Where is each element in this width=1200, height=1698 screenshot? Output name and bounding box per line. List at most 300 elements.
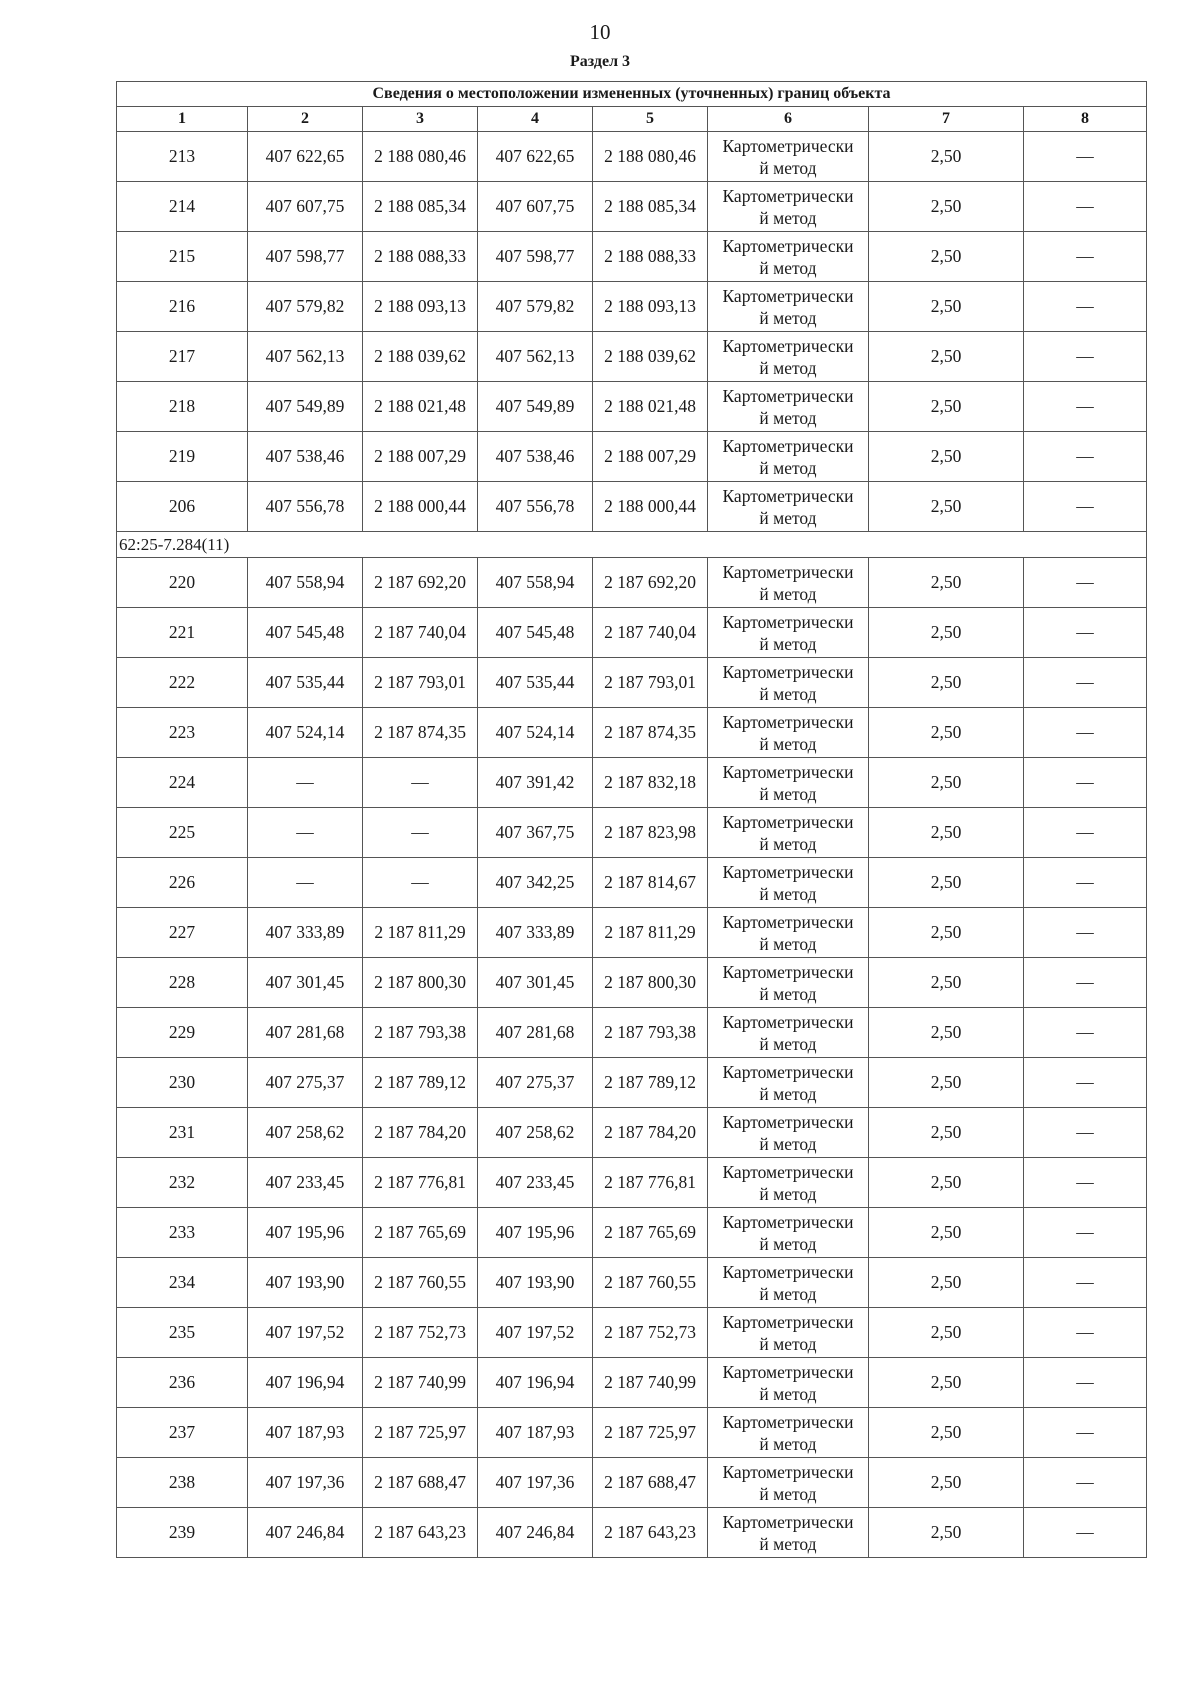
point-number-cell: 219 xyxy=(117,432,248,482)
method-cell xyxy=(708,1458,869,1508)
column-header: 7 xyxy=(869,107,1024,132)
point-number-cell: 231 xyxy=(117,1108,248,1158)
old-y-cell: 2 187 874,35 xyxy=(363,708,478,758)
column-header: 3 xyxy=(363,107,478,132)
method-text-line2: й метод xyxy=(759,507,817,528)
table-row xyxy=(117,382,1147,432)
description-cell: — xyxy=(1024,1108,1147,1158)
table-row xyxy=(117,1158,1147,1208)
table-row xyxy=(117,1408,1147,1458)
parcel-group-label: 62:25-7.284(11) xyxy=(117,532,1147,558)
point-number-cell: 232 xyxy=(117,1158,248,1208)
new-x-cell: 407 196,94 xyxy=(478,1358,593,1408)
description-cell: — xyxy=(1024,1208,1147,1258)
method-text-line2: й метод xyxy=(759,307,817,328)
accuracy-cell: 2,50 xyxy=(869,708,1024,758)
old-y-cell: — xyxy=(363,808,478,858)
table-row xyxy=(117,332,1147,382)
column-header: 4 xyxy=(478,107,593,132)
method-cell xyxy=(708,132,869,182)
old-x-cell: 407 275,37 xyxy=(248,1058,363,1108)
new-y-cell: 2 188 085,34 xyxy=(593,182,708,232)
page-number: 10 xyxy=(589,20,611,44)
method-cell xyxy=(708,808,869,858)
old-x-cell: 407 558,94 xyxy=(248,558,363,608)
table-row xyxy=(117,1458,1147,1508)
new-y-cell: 2 187 832,18 xyxy=(593,758,708,808)
new-x-cell: 407 538,46 xyxy=(478,432,593,482)
accuracy-cell: 2,50 xyxy=(869,1058,1024,1108)
point-number-cell: 234 xyxy=(117,1258,248,1308)
accuracy-cell: 2,50 xyxy=(869,758,1024,808)
method-text-line2: й метод xyxy=(759,783,817,804)
table-row xyxy=(117,908,1147,958)
accuracy-cell: 2,50 xyxy=(869,282,1024,332)
accuracy-cell: 2,50 xyxy=(869,1008,1024,1058)
new-y-cell: 2 187 784,20 xyxy=(593,1108,708,1158)
old-x-cell: 407 538,46 xyxy=(248,432,363,482)
method-cell xyxy=(708,282,869,332)
method-cell xyxy=(708,1208,869,1258)
point-number-cell: 236 xyxy=(117,1358,248,1408)
old-x-cell: 407 549,89 xyxy=(248,382,363,432)
accuracy-cell: 2,50 xyxy=(869,958,1024,1008)
old-x-cell: 407 622,65 xyxy=(248,132,363,182)
method-cell xyxy=(708,1008,869,1058)
table-row xyxy=(117,432,1147,482)
old-x-cell: 407 258,62 xyxy=(248,1108,363,1158)
description-cell: — xyxy=(1024,482,1147,532)
method-cell xyxy=(708,332,869,382)
old-y-cell: 2 188 007,29 xyxy=(363,432,478,482)
accuracy-cell: 2,50 xyxy=(869,608,1024,658)
new-x-cell: 407 281,68 xyxy=(478,1008,593,1058)
table-row xyxy=(117,482,1147,532)
description-cell: — xyxy=(1024,958,1147,1008)
accuracy-cell: 2,50 xyxy=(869,332,1024,382)
method-cell xyxy=(708,1308,869,1358)
point-number-cell: 238 xyxy=(117,1458,248,1508)
old-x-cell: 407 197,52 xyxy=(248,1308,363,1358)
accuracy-cell: 2,50 xyxy=(869,1208,1024,1258)
new-y-cell: 2 187 760,55 xyxy=(593,1258,708,1308)
new-x-cell: 407 556,78 xyxy=(478,482,593,532)
method-cell xyxy=(708,182,869,232)
accuracy-cell: 2,50 xyxy=(869,1458,1024,1508)
method-cell xyxy=(708,482,869,532)
table-row xyxy=(117,858,1147,908)
old-y-cell: 2 187 811,29 xyxy=(363,908,478,958)
method-text-line1: Картометрически xyxy=(722,1411,854,1432)
method-text-line1: Картометрически xyxy=(722,1461,854,1482)
new-y-cell: 2 188 080,46 xyxy=(593,132,708,182)
point-number-cell: 213 xyxy=(117,132,248,182)
method-cell xyxy=(708,558,869,608)
method-cell xyxy=(708,608,869,658)
method-text-line2: й метод xyxy=(759,1083,817,1104)
method-cell xyxy=(708,1408,869,1458)
table-row xyxy=(117,958,1147,1008)
method-text-line2: й метод xyxy=(759,1233,817,1254)
old-y-cell: 2 188 039,62 xyxy=(363,332,478,382)
old-y-cell: 2 188 080,46 xyxy=(363,132,478,182)
new-y-cell: 2 187 776,81 xyxy=(593,1158,708,1208)
new-y-cell: 2 187 874,35 xyxy=(593,708,708,758)
method-text-line2: й метод xyxy=(759,1383,817,1404)
method-text-line1: Картометрически xyxy=(722,1161,854,1182)
new-x-cell: 407 549,89 xyxy=(478,382,593,432)
column-header: 2 xyxy=(248,107,363,132)
table-row xyxy=(117,1258,1147,1308)
new-x-cell: 407 275,37 xyxy=(478,1058,593,1108)
old-x-cell: 407 187,93 xyxy=(248,1408,363,1458)
new-y-cell: 2 188 021,48 xyxy=(593,382,708,432)
column-header: 6 xyxy=(708,107,869,132)
description-cell: — xyxy=(1024,558,1147,608)
point-number-cell: 222 xyxy=(117,658,248,708)
table-row xyxy=(117,1008,1147,1058)
description-cell: — xyxy=(1024,1308,1147,1358)
point-number-cell: 216 xyxy=(117,282,248,332)
method-text-line1: Картометрически xyxy=(722,485,854,506)
old-y-cell: 2 187 688,47 xyxy=(363,1458,478,1508)
table-row xyxy=(117,1208,1147,1258)
old-y-cell: 2 187 765,69 xyxy=(363,1208,478,1258)
method-text-line2: й метод xyxy=(759,407,817,428)
table-row xyxy=(117,558,1147,608)
method-text-line1: Картометрически xyxy=(722,961,854,982)
method-text-line2: й метод xyxy=(759,1183,817,1204)
old-y-cell: 2 187 793,38 xyxy=(363,1008,478,1058)
point-number-cell: 229 xyxy=(117,1008,248,1058)
table-row xyxy=(117,658,1147,708)
table-row xyxy=(117,1108,1147,1158)
old-y-cell: 2 187 752,73 xyxy=(363,1308,478,1358)
description-cell: — xyxy=(1024,432,1147,482)
old-y-cell: 2 188 085,34 xyxy=(363,182,478,232)
description-cell: — xyxy=(1024,182,1147,232)
point-number-cell: 227 xyxy=(117,908,248,958)
table-row xyxy=(117,608,1147,658)
old-y-cell: 2 187 793,01 xyxy=(363,658,478,708)
method-text-line1: Картометрически xyxy=(722,285,854,306)
new-x-cell: 407 233,45 xyxy=(478,1158,593,1208)
accuracy-cell: 2,50 xyxy=(869,558,1024,608)
new-x-cell: 407 197,52 xyxy=(478,1308,593,1358)
new-y-cell: 2 187 800,30 xyxy=(593,958,708,1008)
description-cell: — xyxy=(1024,1458,1147,1508)
method-text-line2: й метод xyxy=(759,1333,817,1354)
method-text-line1: Картометрически xyxy=(722,1111,854,1132)
table-caption-row xyxy=(117,82,1147,107)
old-y-cell: 2 187 692,20 xyxy=(363,558,478,608)
description-cell: — xyxy=(1024,908,1147,958)
point-number-cell: 230 xyxy=(117,1058,248,1108)
method-text-line1: Картометрически xyxy=(722,611,854,632)
old-x-cell: 407 607,75 xyxy=(248,182,363,232)
old-x-cell: 407 524,14 xyxy=(248,708,363,758)
method-text-line2: й метод xyxy=(759,1133,817,1154)
new-x-cell: 407 342,25 xyxy=(478,858,593,908)
method-text-line2: й метод xyxy=(759,583,817,604)
method-cell xyxy=(708,1058,869,1108)
table-row xyxy=(117,232,1147,282)
new-x-cell: 407 195,96 xyxy=(478,1208,593,1258)
point-number-cell: 218 xyxy=(117,382,248,432)
new-x-cell: 407 545,48 xyxy=(478,608,593,658)
accuracy-cell: 2,50 xyxy=(869,1108,1024,1158)
old-y-cell: 2 187 789,12 xyxy=(363,1058,478,1108)
method-text-line2: й метод xyxy=(759,157,817,178)
point-number-cell: 224 xyxy=(117,758,248,808)
old-x-cell: 407 579,82 xyxy=(248,282,363,332)
accuracy-cell: 2,50 xyxy=(869,232,1024,282)
new-x-cell: 407 535,44 xyxy=(478,658,593,708)
new-y-cell: 2 187 688,47 xyxy=(593,1458,708,1508)
new-x-cell: 407 391,42 xyxy=(478,758,593,808)
table-row xyxy=(117,1358,1147,1408)
new-y-cell: 2 187 643,23 xyxy=(593,1508,708,1558)
old-y-cell: 2 188 093,13 xyxy=(363,282,478,332)
method-text-line1: Картометрически xyxy=(722,435,854,456)
accuracy-cell: 2,50 xyxy=(869,1358,1024,1408)
point-number-cell: 217 xyxy=(117,332,248,382)
method-cell xyxy=(708,858,869,908)
table-row xyxy=(117,182,1147,232)
table-row xyxy=(117,808,1147,858)
method-cell xyxy=(708,1108,869,1158)
accuracy-cell: 2,50 xyxy=(869,658,1024,708)
point-number-cell: 228 xyxy=(117,958,248,1008)
accuracy-cell: 2,50 xyxy=(869,1258,1024,1308)
old-x-cell: 407 301,45 xyxy=(248,958,363,1008)
new-y-cell: 2 188 039,62 xyxy=(593,332,708,382)
method-text-line2: й метод xyxy=(759,983,817,1004)
accuracy-cell: 2,50 xyxy=(869,382,1024,432)
accuracy-cell: 2,50 xyxy=(869,1308,1024,1358)
new-x-cell: 407 258,62 xyxy=(478,1108,593,1158)
old-x-cell: 407 281,68 xyxy=(248,1008,363,1058)
method-text-line2: й метод xyxy=(759,207,817,228)
new-y-cell: 2 187 793,38 xyxy=(593,1008,708,1058)
old-x-cell: 407 535,44 xyxy=(248,658,363,708)
old-x-cell: 407 562,13 xyxy=(248,332,363,382)
new-x-cell: 407 558,94 xyxy=(478,558,593,608)
method-text-line2: й метод xyxy=(759,1033,817,1054)
new-x-cell: 407 607,75 xyxy=(478,182,593,232)
column-header: 5 xyxy=(593,107,708,132)
method-text-line1: Картометрически xyxy=(722,1061,854,1082)
table-row xyxy=(117,1308,1147,1358)
boundary-coordinates-table xyxy=(116,81,1147,1558)
method-text-line1: Картометрически xyxy=(722,135,854,156)
new-x-cell: 407 598,77 xyxy=(478,232,593,282)
method-text-line1: Картометрически xyxy=(722,911,854,932)
new-y-cell: 2 187 793,01 xyxy=(593,658,708,708)
old-y-cell: 2 187 643,23 xyxy=(363,1508,478,1558)
new-y-cell: 2 187 765,69 xyxy=(593,1208,708,1258)
new-x-cell: 407 187,93 xyxy=(478,1408,593,1458)
method-text-line2: й метод xyxy=(759,457,817,478)
old-y-cell: 2 187 740,04 xyxy=(363,608,478,658)
new-y-cell: 2 187 692,20 xyxy=(593,558,708,608)
old-x-cell: — xyxy=(248,758,363,808)
new-y-cell: 2 187 811,29 xyxy=(593,908,708,958)
method-text-line1: Картометрически xyxy=(722,1511,854,1532)
point-number-cell: 233 xyxy=(117,1208,248,1258)
method-cell xyxy=(708,658,869,708)
point-number-cell: 226 xyxy=(117,858,248,908)
accuracy-cell: 2,50 xyxy=(869,132,1024,182)
description-cell: — xyxy=(1024,232,1147,282)
new-y-cell: 2 188 000,44 xyxy=(593,482,708,532)
accuracy-cell: 2,50 xyxy=(869,1408,1024,1458)
description-cell: — xyxy=(1024,858,1147,908)
method-text-line1: Картометрически xyxy=(722,1311,854,1332)
method-text-line2: й метод xyxy=(759,1283,817,1304)
method-cell xyxy=(708,758,869,808)
method-text-line1: Картометрически xyxy=(722,761,854,782)
method-text-line1: Картометрически xyxy=(722,1361,854,1382)
method-text-line1: Картометрически xyxy=(722,1261,854,1282)
method-cell xyxy=(708,1508,869,1558)
old-x-cell: 407 197,36 xyxy=(248,1458,363,1508)
method-cell xyxy=(708,1158,869,1208)
new-y-cell: 2 187 725,97 xyxy=(593,1408,708,1458)
method-text-line2: й метод xyxy=(759,1433,817,1454)
old-x-cell: 407 195,96 xyxy=(248,1208,363,1258)
old-x-cell: 407 196,94 xyxy=(248,1358,363,1408)
method-cell xyxy=(708,382,869,432)
new-y-cell: 2 187 823,98 xyxy=(593,808,708,858)
table-row xyxy=(117,758,1147,808)
new-y-cell: 2 188 093,13 xyxy=(593,282,708,332)
method-cell xyxy=(708,232,869,282)
accuracy-cell: 2,50 xyxy=(869,182,1024,232)
new-y-cell: 2 188 088,33 xyxy=(593,232,708,282)
description-cell: — xyxy=(1024,808,1147,858)
description-cell: — xyxy=(1024,1258,1147,1308)
description-cell: — xyxy=(1024,608,1147,658)
point-number-cell: 221 xyxy=(117,608,248,658)
description-cell: — xyxy=(1024,382,1147,432)
method-cell xyxy=(708,1258,869,1308)
method-cell xyxy=(708,958,869,1008)
description-cell: — xyxy=(1024,1508,1147,1558)
old-y-cell: 2 187 784,20 xyxy=(363,1108,478,1158)
new-x-cell: 407 301,45 xyxy=(478,958,593,1008)
method-text-line2: й метод xyxy=(759,733,817,754)
old-x-cell: 407 193,90 xyxy=(248,1258,363,1308)
accuracy-cell: 2,50 xyxy=(869,808,1024,858)
old-y-cell: 2 187 800,30 xyxy=(363,958,478,1008)
method-text-line2: й метод xyxy=(759,933,817,954)
new-x-cell: 407 193,90 xyxy=(478,1258,593,1308)
column-header: 1 xyxy=(117,107,248,132)
description-cell: — xyxy=(1024,1358,1147,1408)
point-number-cell: 225 xyxy=(117,808,248,858)
point-number-cell: 239 xyxy=(117,1508,248,1558)
old-x-cell: 407 246,84 xyxy=(248,1508,363,1558)
column-header: 8 xyxy=(1024,107,1147,132)
section-title: Раздел 3 xyxy=(569,53,631,70)
new-x-cell: 407 579,82 xyxy=(478,282,593,332)
accuracy-cell: 2,50 xyxy=(869,1508,1024,1558)
old-y-cell: 2 187 725,97 xyxy=(363,1408,478,1458)
table-row xyxy=(117,1058,1147,1108)
table-header-row xyxy=(117,107,1147,132)
method-text-line1: Картометрически xyxy=(722,661,854,682)
new-x-cell: 407 524,14 xyxy=(478,708,593,758)
table-row xyxy=(117,282,1147,332)
old-y-cell: 2 187 740,99 xyxy=(363,1358,478,1408)
new-x-cell: 407 622,65 xyxy=(478,132,593,182)
method-text-line1: Картометрически xyxy=(722,235,854,256)
old-x-cell: — xyxy=(248,858,363,908)
description-cell: — xyxy=(1024,1058,1147,1108)
new-x-cell: 407 333,89 xyxy=(478,908,593,958)
method-text-line1: Картометрически xyxy=(722,185,854,206)
method-text-line1: Картометрически xyxy=(722,1011,854,1032)
point-number-cell: 215 xyxy=(117,232,248,282)
old-y-cell: 2 187 776,81 xyxy=(363,1158,478,1208)
method-text-line2: й метод xyxy=(759,633,817,654)
accuracy-cell: 2,50 xyxy=(869,908,1024,958)
point-number-cell: 220 xyxy=(117,558,248,608)
old-x-cell: 407 556,78 xyxy=(248,482,363,532)
old-x-cell: — xyxy=(248,808,363,858)
method-text-line2: й метод xyxy=(759,833,817,854)
new-y-cell: 2 187 789,12 xyxy=(593,1058,708,1108)
old-x-cell: 407 333,89 xyxy=(248,908,363,958)
point-number-cell: 237 xyxy=(117,1408,248,1458)
method-text-line1: Картометрически xyxy=(722,811,854,832)
description-cell: — xyxy=(1024,758,1147,808)
method-text-line1: Картометрически xyxy=(722,711,854,732)
old-y-cell: 2 188 000,44 xyxy=(363,482,478,532)
new-x-cell: 407 197,36 xyxy=(478,1458,593,1508)
new-y-cell: 2 187 740,04 xyxy=(593,608,708,658)
description-cell: — xyxy=(1024,1158,1147,1208)
method-text-line2: й метод xyxy=(759,883,817,904)
method-text-line1: Картометрически xyxy=(722,385,854,406)
table-row xyxy=(117,708,1147,758)
method-text-line2: й метод xyxy=(759,1483,817,1504)
new-x-cell: 407 246,84 xyxy=(478,1508,593,1558)
table-body xyxy=(117,82,1147,1558)
point-number-cell: 206 xyxy=(117,482,248,532)
old-y-cell: 2 188 021,48 xyxy=(363,382,478,432)
description-cell: — xyxy=(1024,332,1147,382)
method-cell xyxy=(708,908,869,958)
description-cell: — xyxy=(1024,1008,1147,1058)
description-cell: — xyxy=(1024,132,1147,182)
accuracy-cell: 2,50 xyxy=(869,432,1024,482)
new-y-cell: 2 187 814,67 xyxy=(593,858,708,908)
description-cell: — xyxy=(1024,1408,1147,1458)
new-y-cell: 2 187 752,73 xyxy=(593,1308,708,1358)
table-caption: Сведения о местоположении измененных (уточненных) границ объекта xyxy=(117,82,1147,107)
new-x-cell: 407 367,75 xyxy=(478,808,593,858)
method-text-line2: й метод xyxy=(759,1533,817,1554)
method-text-line2: й метод xyxy=(759,683,817,704)
group-row xyxy=(117,532,1147,558)
accuracy-cell: 2,50 xyxy=(869,1158,1024,1208)
old-y-cell: — xyxy=(363,858,478,908)
table-row xyxy=(117,132,1147,182)
table-row xyxy=(117,1508,1147,1558)
old-x-cell: 407 598,77 xyxy=(248,232,363,282)
